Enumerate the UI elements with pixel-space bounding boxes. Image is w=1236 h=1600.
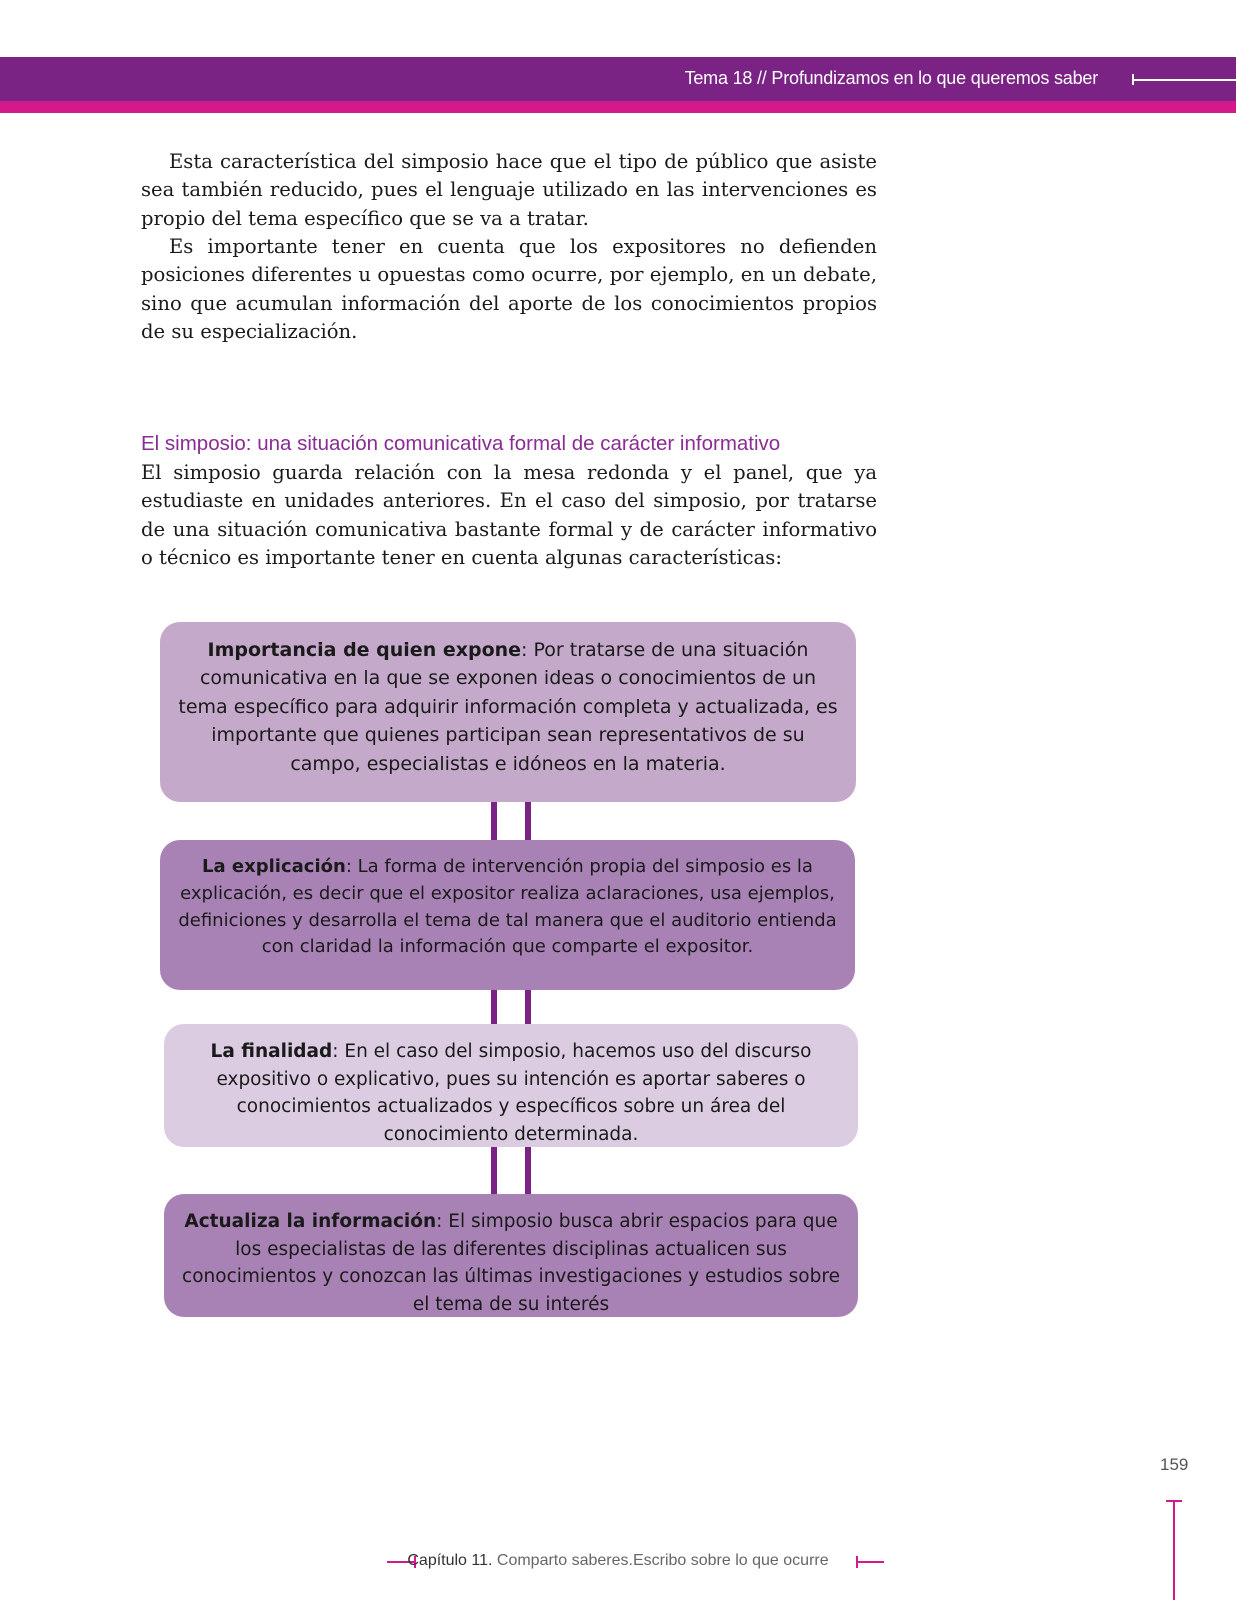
characteristic-term: La finalidad [210,1041,333,1062]
section-heading: El simposio: una situación comunicativa formal de carácter informativo [141,432,781,455]
section-paragraph: El simposio guarda relación con la mesa redonda y el panel, que ya estudiaste en unidades anteriores. En el caso del simposio, por tratarse de una situación comunicativa bastante formal y de carácter informativo o técnico es importante tener en cuenta algunas características: [141,461,877,569]
header-accent-stripe [0,101,1236,113]
characteristic-description: : Por tratarse de una situación comunicativa en la que se exponen ideas o conocimientos de un tema específico para adquirir información completa y actualizada, es importante que quienes participan sean representativos de su campo, especialistas e idóneos en la materia. [178,639,838,775]
characteristic-term: La explicación [202,856,346,877]
connector-line-left-3 [491,1147,497,1194]
connector-line-right-3 [525,1147,531,1194]
footer [0,1552,1236,1570]
footer-rule-right [856,1561,884,1563]
characteristic-box-explicacion [160,840,855,990]
characteristic-description: : El simposio busca abrir espacios para que los especialistas de las diferentes disciplinas actualicen sus conocimientos y conozcan las últimas investigaciones y estudios sobre el tema de su interés [182,1211,840,1315]
side-rule [1173,1502,1175,1600]
characteristic-term: Importancia de quien expone [207,639,522,661]
connector-line-left-2 [491,990,497,1024]
characteristic-box-actualiza [164,1194,858,1317]
connector-line-right-1 [525,802,531,840]
characteristic-description: : En el caso del simposio, hacemos uso del discurso expositivo o explicativo, pues su intención es aportar saberes o conocimientos actualizados y específicos sobre un área del conocimiento determinada. [216,1041,812,1145]
characteristic-box-finalidad [164,1024,858,1147]
connector-line-left-1 [491,802,497,840]
characteristic-term: Actualiza la información [184,1211,437,1232]
header-rule [1132,79,1236,81]
intro-paragraph-2: Es importante tener en cuenta que los expositores no defienden posiciones diferentes u opuestas como ocurre, por ejemplo, en un debate, sino que acumulan información del aporte de los conocimientos propios de su especialización. [141,235,877,343]
footer-title: Comparto saberes.Escribo sobre lo que ocurre [492,1552,829,1569]
header-title: Tema 18 // Profundizamos en lo que queremos saber [684,68,1098,88]
characteristic-description: : La forma de intervención propia del simposio es la explicación, es decir que el expositor realiza aclaraciones, usa ejemplos, definiciones y desarrolla el tema de tal manera que el auditorio entienda con claridad la información que comparte el expositor. [178,856,837,958]
connector-line-right-2 [525,990,531,1024]
characteristic-box-importancia [160,622,856,802]
page-number: 159 [1160,1455,1189,1474]
intro-paragraph-1: Esta característica del simposio hace que el tipo de público que asiste sea también reducido, pues el lenguaje utilizado en las intervenciones es propio del tema específico que se va a tratar. [141,150,877,230]
footer-chapter: Capítulo 11. [407,1552,493,1569]
